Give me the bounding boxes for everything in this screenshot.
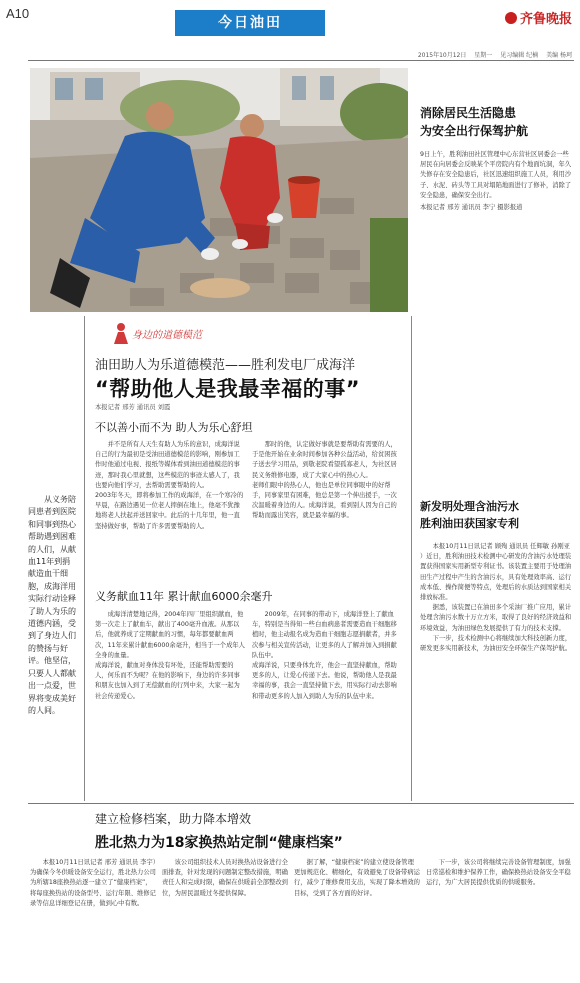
issue-date: 2015年10月12日	[417, 52, 467, 59]
page-header	[0, 0, 580, 40]
headline: 胜利油田获国家专利	[420, 517, 519, 530]
headline: 为安全出行保驾护航	[420, 124, 529, 138]
section-title: 今日油田	[175, 10, 325, 36]
logo-text: 齐鲁晚报	[519, 12, 572, 27]
column-banner	[110, 322, 270, 346]
divider	[28, 60, 574, 61]
paragraph: 那时的他，认定做好事就是要帮助有需要的人，于是他开始在业余时间参加各种公益活动，给贫困孩子送去学习用品，到敬老院看望孤寡老人，为社区居民义务维修电器，成了大家心中的热心人。	[252, 441, 397, 479]
article-column: 据了解，“健康档案”的建立使设备管理更加规范化、精细化，有效避免了设备带病运行，减少了维修费用支出，实现了降本增效的目标，受到了各方面的好评。	[294, 859, 420, 897]
divider	[28, 803, 574, 804]
paragraph: 成海洋清楚地记得，2004年四厂里组织献血，他第一次走上了献血车，献出了400毫升血液。从那以后，他就养成了定期献血的习惯，每年都要献血两次，11年来累计献血6000余毫升，相当于一个成年人全身的血量。	[95, 611, 245, 659]
article-column: 该公司组织技术人员对换热站设备进行全面排查，针对发现的问题制定整改措施，明确责任人和完成时限，确保在供暖前全部整改到位，为居民温暖过冬提供保障。	[162, 859, 288, 897]
headline: 消除居民生活隐患	[420, 106, 517, 120]
paragraph: 2003年冬天，即将参加工作的成海洋，在一个寒冷的早晨，在路边遇见一位老人摔倒在地上，他毫不犹豫地将老人扶起并送回家中。此后的十几年里，他一直坚持做好事，帮助了许多需要帮助的人。	[95, 492, 244, 530]
paragraph: 成海洋说，献血对身体没有坏处，还能帮助需要的人，何乐而不为呢？在他的影响下，身边的许多同事和朋友也加入到了无偿献血的行列中来，大家一起为社会传递爱心。	[95, 662, 240, 700]
headline: 新发明处理含油污水	[420, 500, 519, 513]
issue-weekday: 星期一	[474, 52, 493, 59]
column-divider	[411, 316, 412, 801]
column-divider	[84, 316, 85, 801]
article-body: 9日上午，胜利油田社区管理中心东营社区居委会一些居民在向居委会反映某个平房院内有个地面坑洞，年久失修存在安全隐患后，社区迅速组织施工人员，利用沙子、水泥、砖头等工具对塌陷地面进行了修补，消除了安全隐患，确保安全出行。	[420, 151, 572, 199]
news-photo	[30, 68, 408, 312]
paragraph: 老师们眼中的热心人，他也是单位同事眼中的好帮手，同事家里有困难，他总是第一个伸出援手，一次次温暖着身边的人。成海洋说，看到别人因为自己的帮助而露出笑容，就是最幸福的事。	[252, 481, 397, 520]
article-column: 本报10月11日讯记者 邢芳 通讯员 李宇）为确保今冬供暖设备安全运行，胜北热力公司为所辖18座换热站逐一建立了“健康档案”，将每座换热站的设备型号、运行年限、维修记录等信息详细登记在册，做到心中有数。	[30, 859, 156, 907]
banner-text: 身边的道德模范	[132, 330, 202, 341]
section-heading: 义务献血11年 累计献血6000余毫升	[95, 590, 273, 603]
article-body	[420, 542, 575, 654]
article-column	[252, 610, 402, 795]
newspaper-logo	[505, 8, 572, 27]
article-column	[252, 440, 402, 580]
figure-icon	[110, 322, 132, 346]
paragraph: 据悉，该装置已在油田多个采油厂推广应用，累计处理含油污水数十万立方米，取得了良好的经济效益和环境效益，为油田绿色发展提供了有力的技术支撑。	[420, 604, 572, 632]
page-number: A10	[6, 6, 30, 21]
page-meta	[412, 50, 572, 59]
article-column: 下一步，该公司将继续完善设备管理制度，加强日常巡检和维护保养工作，确保换热站设备安全平稳运行，为广大居民提供优质的供暖服务。	[426, 859, 571, 887]
editor-credit: 见习编辑 纪楠	[500, 52, 539, 59]
paragraph: 并不是所有人天生有助人为乐的意识，成海洋说自己的行为最初是受油田道德模范的影响，刚参加工作时他通过电视、报纸等媒体看到油田道德模范的事迹，那时我心里就想，这些模范的事迹太感人了，我也要向他们学习，去帮助需要帮助的人。	[95, 441, 240, 489]
article-column	[95, 440, 245, 580]
section-heading: 不以善小而不为 助人为乐心舒坦	[95, 421, 253, 434]
photo-credit: 本报记者 邢芳 通讯员 李宁 摄影报道	[420, 204, 523, 212]
article-byline: 本报记者 邢芳 通讯员 刘霞	[95, 404, 171, 411]
news-brief-safety	[420, 104, 575, 213]
paragraph: 成海洋说，只要身体允许，他会一直坚持献血，帮助更多的人，让爱心传递下去。他说，帮助他人是我最幸福的事，我会一直坚持做下去，用实际行动去影响和带动更多的人加入到助人为乐的队伍中来。	[252, 662, 397, 700]
sidebar-commentary: 从义务陪同患者到医院和同事到热心帮助遇到困难的人们，从献血11年到捐献造血干细胞，成海洋用实际行动诠释了助人为乐的道德内涵，受到了身边人们的赞扬与好评。他坚信，只要人人都献出一点爱，世界将变成美好的人间。	[28, 495, 76, 715]
news-brief-patent	[420, 498, 575, 654]
paragraph: 本报10月11日讯记者 顾殉 通讯员 任辉敏 孙刚亚 ）近日，胜利油田技术检测中心研发的含油污水处理装置获得国家实用新型专利证书。该装置主要用于处理油田生产过程中产生的含油污水，具有处理效率高、运行成本低、操作简便等特点，处理后的水质达到国家相关排放标准。	[420, 543, 572, 602]
designer-credit: 美编 杨珂	[546, 52, 572, 59]
article-title: “帮助他人是我最幸福的事”	[95, 377, 361, 401]
article-column	[95, 610, 245, 795]
paragraph: 下一步，技术检测中心将继续加大科技创新力度，研发更多实用新技术，为油田安全环保生产保驾护航。	[420, 634, 572, 653]
article-subtitle: 建立检修档案，助力降本增效	[95, 812, 252, 826]
paragraph: 2009年，在同事的带动下，成海洋登上了献血车，特别是当得知一些白血病患者需要造血干细胞移植时，他主动报名成为造血干细胞志愿捐献者，并多次参与相关宣传活动，让更多的人了解并加入到捐献队伍中。	[252, 611, 397, 659]
logo-icon	[505, 12, 517, 24]
article-subtitle: 油田助人为乐道德模范——胜利发电厂成海洋	[95, 358, 356, 373]
article-title: 胜北热力为18家换热站定制“健康档案”	[95, 835, 343, 851]
